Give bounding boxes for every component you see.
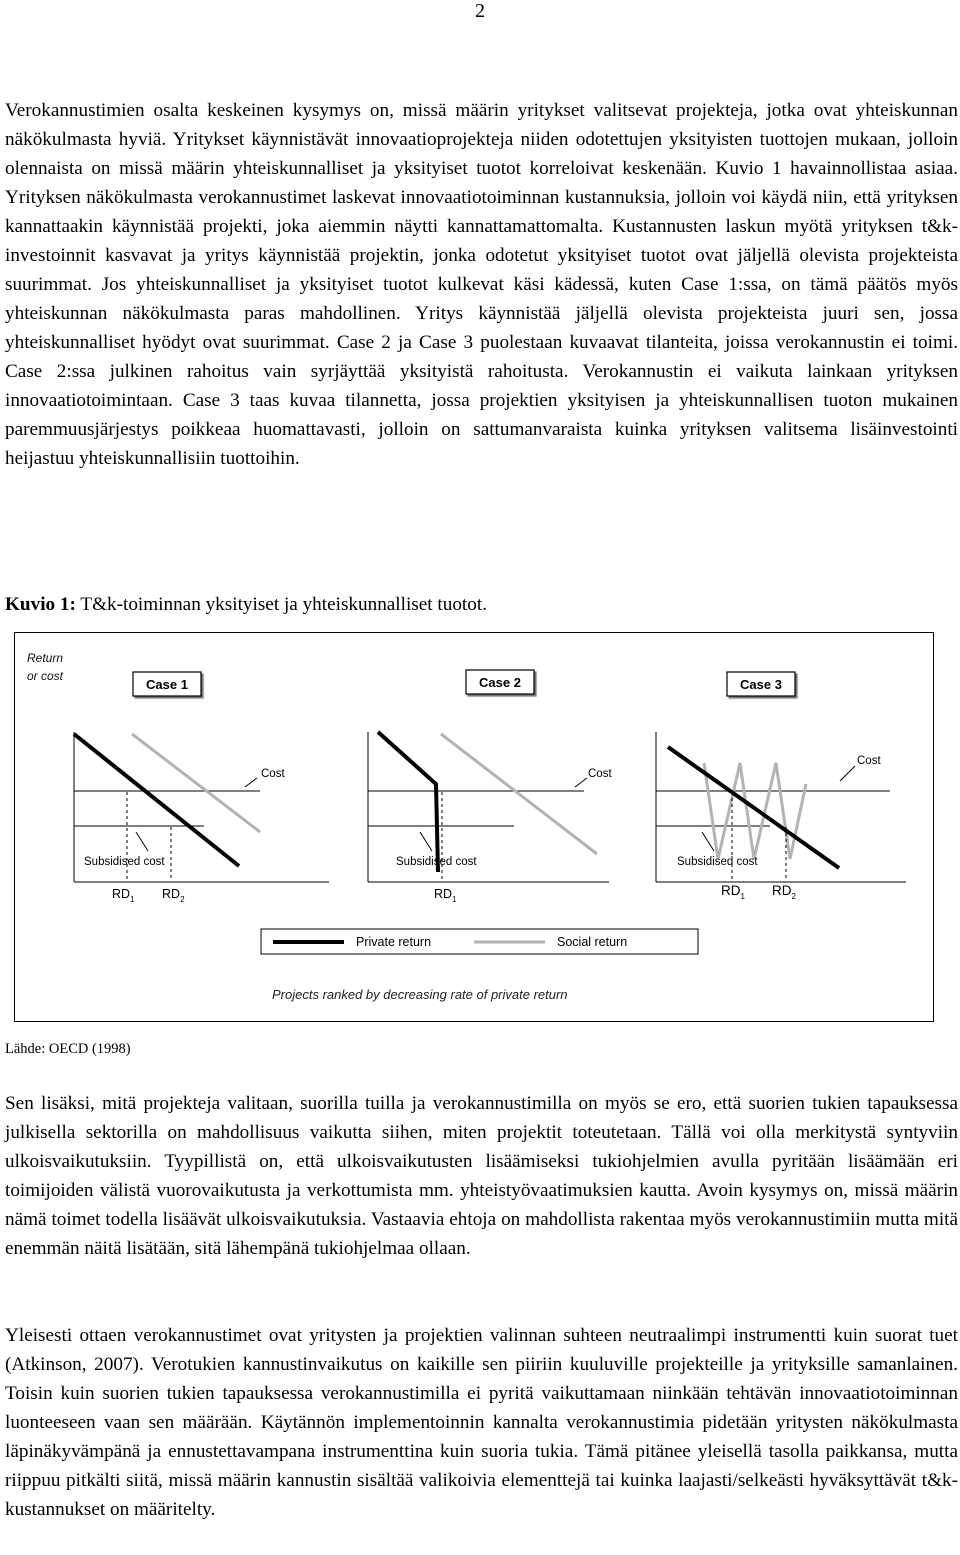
figure-diagram — [14, 632, 934, 1022]
legend — [261, 929, 698, 954]
paragraph-second: Sen lisäksi, mitä projekteja valitaan, suorilla tuilla ja verokannustimilla on myös se ero, että suorien tukien tapauksessa julkisella sektorilla on mahdollisuus vaikutta siihen, miten projektit toteutetaan. Tällä voi olla merkitystä syntyviin ulkoisvaikutuksiin. Tyypillistä on, että ulkoisvaikutusten lisäämiseksi tukiohjelmien avulla pyritään lisäämään eri toimijoiden välistä vuorovaikutusta ja verkottumista mm. yhteistyövaatimuksien kautta. Avoin kysymys on, missä määrin nämä toimet todella lisäävät ulkoisvaikutuksia. Vastaavia ehtoja on mahdollista rakentaa myös verokannustimiin mutta mitä enemmän näitä lisätään, sitä lähempänä tukiohjelmaa ollaan. — [5, 1093, 958, 1259]
figure-caption — [5, 590, 487, 619]
legend-social-label: Social return — [557, 935, 628, 949]
case3-rd1-label: $RD_1$ — [721, 883, 745, 901]
case2-cost-label: Cost — [588, 768, 612, 780]
case3-label: Case 3 — [740, 677, 782, 692]
case3-cost-label: Cost — [857, 755, 881, 767]
case1-subsidised-label: Subsidised cost — [84, 856, 165, 868]
figure-source: Lähde: OECD (1998) — [5, 1041, 131, 1057]
ylabel-line1: Return — [27, 651, 64, 665]
paragraph-third: Yleisesti ottaen verokannustimet ovat yritysten ja projektien valinnan suhteen neutraalimpi instrumentti kuin suorat tuet (Atkinson, 2007). Verotukien kannustinvaikutus on kaikille sen piiriin kuuluville projekteille ja yrityksille samanlainen. Toisin kuin suorien tukien tapauksessa verokannustimilla ei pyritä vaikuttamaan niinkään tehtävän innovaatiotoiminnan luonteeseen vaan sen määrään. Käytännön implementoinnin kannalta verokannustimia pidetään yritysten näkökulmasta läpinäkyvämpänä ja ennustettavampana instrumenttina kuin suoria tukia. Tämä pitänee yleisellä tasolla paikkansa, mutta riippuu pitkälti siitä, missä määrin kannustin sisältää valikoivia elementtejä tai kuinka laajasti/selkeästi hyväksyttävät t&k-kustannukset on määritelty. — [5, 1325, 958, 1520]
case2-rd1-label: $RD_1$ — [434, 887, 457, 904]
legend-private-label: Private return — [356, 935, 432, 949]
figure-footer: Projects ranked by decreasing rate of private return — [272, 987, 568, 1002]
case3-subsidised-label: Subsidised cost — [677, 856, 758, 868]
case2-subsidised-label: Subsidised cost — [396, 856, 477, 868]
ylabel-line2: or cost — [27, 669, 64, 683]
caption-label: Kuvio 1: — [5, 594, 76, 615]
case2-label: Case 2 — [479, 675, 521, 690]
paragraph-intro: Verokannustimien osalta keskeinen kysymys on, missä määrin yritykset valitsevat projekteja, jotka ovat yhteiskunnan näkökulmasta hyviä. Yritykset käynnistävät innovaatioprojekteja niiden odotettujen yksityisten tuottojen mukaan, jolloin olennaista on missä määrin yhteiskunnalliset ja yksityiset tuotot korreloivat keskenään. Kuvio 1 havainnollistaa asiaa. Yrityksen näkökulmasta verokannustimet laskevat innovaatiotoiminnan kustannuksia, jolloin voi käydä niin, että yrityksen kannattaakin käynnistää projekti, joka aiemmin näytti kannattamattomalta. Kustannusten laskun myötä yrityksen t&k-investoinnit kasvavat ja yritys käynnistää projektin, jonka odotetut yksityiset tuotot ovat jäljellä olevista projekteista suurimmat. Jos yhteiskunnalliset ja yksityiset tuotot kulkevat käsi kädessä, kuten Case 1:ssa, on tämä päätös myös yhteiskunnan näkökulmasta paras mahdollinen. Yritys käynnistää jäljellä olevista projekteista juuri sen, jossa yhteiskunnalliset hyödyt ovat suurimmat. Case 2 ja Case 3 puolestaan kuvaavat tilanteita, joissa verokannustin ei toimi. Case 2:ssa julkinen rahoitus vain syrjäyttää yksityistä rahoitusta. Verokannustin ei vaikuta lainkaan yrityksen innovaatiotoimintaan. Case 3 taas kuvaa tilannetta, jossa projektien yksityisen ja yhteiskunnallisen tuoton mukainen paremmuusjärjestys poikkeaa huomattavasti, jolloin on sattumanvaraista kuinka yrityksen valitsema lisäinvestointi heijastuu yhteiskunnallisiin tuottoihin. — [5, 100, 958, 469]
case1-cost-label: Cost — [261, 768, 285, 780]
case3-rd2-label: $RD_2$ — [772, 883, 796, 901]
case1-rd1-label: $RD_1$ — [112, 887, 135, 904]
page-number: 2 — [475, 0, 485, 22]
figure-1 — [14, 632, 934, 1022]
case1-label: Case 1 — [146, 677, 188, 692]
case1-rd2-label: $RD_2$ — [162, 887, 185, 904]
caption-text: T&k-toiminnan yksityiset ja yhteiskunnalliset tuotot. — [75, 594, 487, 615]
